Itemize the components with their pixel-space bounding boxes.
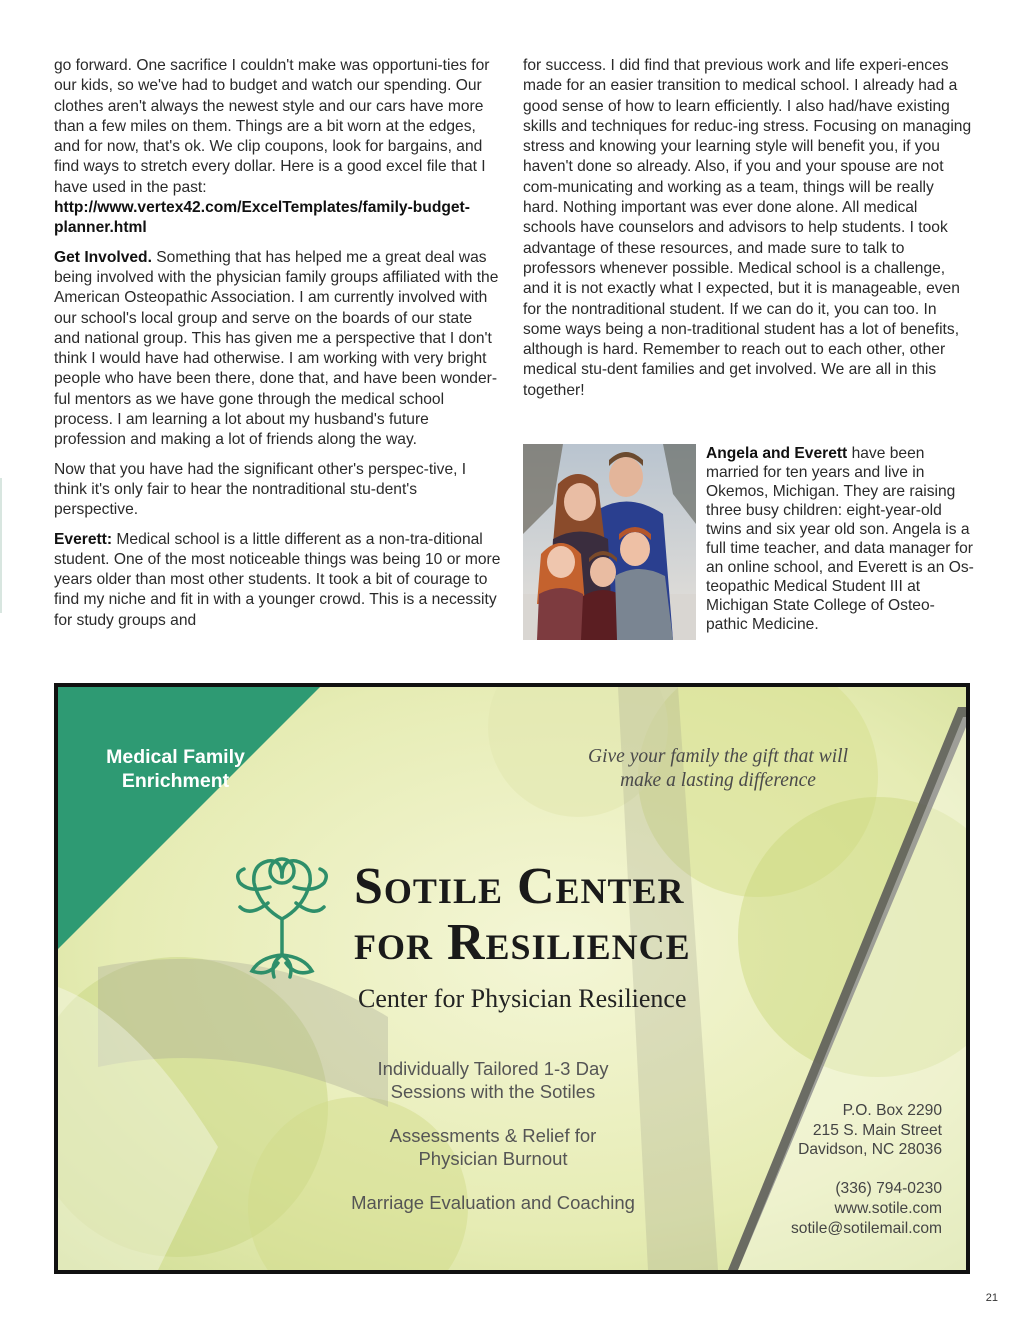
celtic-tree-icon — [230, 847, 334, 983]
tagline-line: make a lasting difference — [620, 770, 816, 791]
service-item: Marriage Evaluation and Coaching — [351, 1192, 635, 1213]
paragraph-text: for success. I did find that previous work and life experi-ences made for an easier transition to medical school. I already had a good sense of how to learn efficiently. I also had/have existing skills and techniques for reduc-ing stress. Focusing on managing stress and knowing your learning style will benefit you, if you haven't done so already. Also, if you and your spouse are not com-municating and working as a team, things will be really hard. Nothing important was ever done alone. All medical schools have counselors and advisors to help students. I took advantage of these resources, and made sure to talk to professors whenever possible. Medical school is a challenge, and it is not exactly what I expected, but it is manageable, even for the nontraditional student. If we can do it, you can too. In some ways being a non-traditional student has a lot of benefits, although is hard. Remember to reach out to each other, other medical stu-dent families and get involved. We are all in this together! — [523, 57, 972, 399]
corner-label-line: Medical Family — [106, 746, 245, 768]
ad-services-list — [348, 1057, 638, 1235]
ad-contact-info — [682, 1101, 942, 1238]
contact-street: 215 S. Main Street — [812, 1121, 942, 1139]
author-bio — [706, 444, 976, 634]
article-column-right — [523, 56, 973, 410]
contact-spacer — [682, 1160, 942, 1180]
budget-planner-link[interactable]: http://www.vertex42.com/ExcelTemplates/family-budget-planner.html — [54, 199, 470, 237]
service-item: Individually Tailored 1-3 Day Sessions with the Sotiles — [377, 1058, 609, 1102]
page-edge-accent — [0, 478, 2, 613]
family-photo-image — [523, 444, 696, 640]
paragraph-text: go forward. One sacrifice I couldn't make was opportuni-ties for our kids, so we've had to budget and watch our spending. Our clothes aren't always the newest style and our cars have more than a few miles on them. Things are a bit worn at the edges, and for now, that's ok. We clip coupons, look for bargains, and find ways to stretch every dollar. Here is a good excel file that I have used in the past: — [54, 57, 490, 196]
ad-subtitle: Center for Physician Resilience — [358, 984, 687, 1013]
paragraph-everett — [54, 530, 502, 631]
bio-text: have been married for ten years and live in Okemos, Michigan. They are raising three busy children: eight-year-old twins and six year old son. Angela is a full time teacher, and data manager for an online school, and Everett is an Os-teopathic Medical Student III at Michigan State College of Osteo-pathic Medicine. — [706, 445, 974, 633]
contact-po-box: P.O. Box 2290 — [842, 1102, 942, 1119]
contact-city: Davidson, NC 28036 — [798, 1141, 942, 1159]
article-column-left — [54, 56, 502, 640]
ad-corner-label — [88, 745, 263, 793]
speaker-label: Everett: — [54, 530, 113, 548]
paragraph-heading: Get Involved. — [54, 248, 152, 266]
family-photo — [523, 444, 696, 640]
paragraph-success — [523, 56, 973, 401]
paragraph-text: Medical school is a little different as a non-tra-ditional student. One of the most noticeable things was being 10 or more years older than most other students. It took a bit of courage to find my niche and fit in with a younger crowd. This is a necessity for study groups and — [54, 530, 501, 629]
ad-title — [354, 859, 874, 971]
ad-tagline — [558, 745, 878, 793]
paragraph-budget — [54, 56, 502, 239]
ad-title-line: for Resilience — [354, 914, 691, 971]
contact-phone[interactable]: (336) 794-0230 — [835, 1180, 942, 1198]
paragraph-get-involved — [54, 248, 502, 451]
paragraph-text: Now that you have had the significant other's perspec-tive, I think it's only fair to hear the nontraditional stu-dent's perspective. — [54, 460, 467, 519]
paragraph-text: Something that has helped me a great deal was being involved with the physician family groups affiliated with the American Osteopathic Association. I am currently involved with our school's local group and serve on the boards of our state and national group. This has given me a perspective that I don't think I would have had otherwise. I am working with very bright people who have been there, done that, and have been wonder-ful mentors as we have gone through the medical school process. I am learning a lot about my husband's future profession and making a lot of friends along the way. — [54, 248, 499, 449]
ad-title-line: Sotile Center — [354, 858, 685, 915]
paragraph-transition — [54, 460, 502, 521]
page-number: 21 — [985, 1292, 998, 1304]
corner-label-line: Enrichment — [121, 770, 230, 792]
bio-names: Angela and Everett — [706, 445, 848, 462]
contact-email-link[interactable]: sotile@sotilemail.com — [790, 1219, 942, 1237]
contact-website-link[interactable]: www.sotile.com — [834, 1199, 942, 1217]
sotile-advertisement[interactable] — [54, 683, 970, 1274]
tagline-line: Give your family the gift that will — [588, 746, 848, 767]
service-item: Assessments & Relief for Physician Burnout — [389, 1125, 597, 1169]
